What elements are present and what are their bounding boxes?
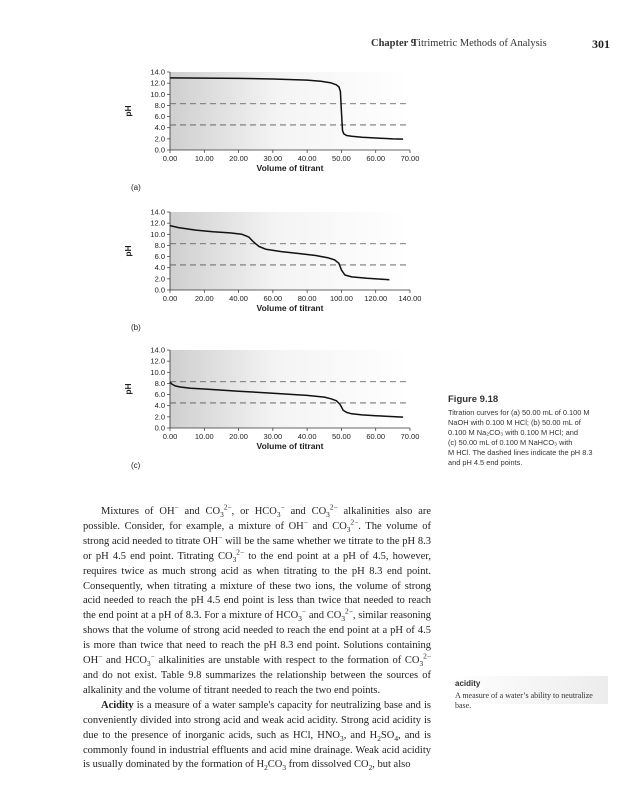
y-tick-label: 8.0 [154, 240, 165, 250]
y-tick-label: 10.0 [150, 367, 165, 377]
figure-label: Figure 9.18 [448, 394, 499, 405]
x-tick-label: 30.00 [263, 154, 283, 163]
y-tick-label: 6.0 [154, 112, 165, 122]
panel-label: (a) [131, 183, 141, 192]
y-tick-label: 14.0 [150, 345, 165, 355]
y-tick-label: 0.0 [154, 285, 165, 295]
running-header [0, 38, 640, 54]
x-tick-label: 30.00 [263, 432, 283, 441]
y-tick-label: 14.0 [150, 207, 165, 217]
x-tick-label: 10.00 [194, 432, 214, 441]
y-tick-label: 14.0 [150, 67, 165, 77]
y-tick-label: 4.0 [154, 263, 165, 273]
x-tick-label: 40.00 [229, 294, 248, 303]
x-tick-label: 60.00 [366, 154, 386, 163]
y-axis-label: pH [123, 105, 133, 117]
y-tick-label: 2.0 [154, 412, 165, 422]
x-tick-label: 20.00 [194, 294, 214, 303]
y-axis-label: pH [123, 245, 133, 257]
y-tick-label: 6.0 [154, 390, 165, 400]
page-number: 301 [592, 37, 610, 51]
x-axis-label: Volume of titrant [256, 441, 324, 451]
y-tick-label: 4.0 [154, 123, 165, 133]
key-term-acidity: Acidity [101, 699, 134, 711]
panel-label: (c) [131, 461, 141, 470]
y-tick-label: 0.0 [154, 145, 165, 155]
y-tick-label: 2.0 [154, 274, 165, 284]
paragraph-mixtures: Mixtures of OH− and $CO_3^{2-}$, or $HCO_3^-$ and $CO_3^{2-}$ alkalinities also are possible. Consider, for example, a mixture of OH− and $CO_3^{2-}$. The volume of strong acid needed to titrate OH− will be the same whether we titrate to the pH 8.3 or pH 4.5 end point. Titrating $CO_3^{2-}$ to the end point at a pH of 4.5, however, requires twice as much strong acid as when titrating to the pH 8.3 end point. Consequently, when titrating a mixture of these two ions, the volume of strong acid needed to reach the pH 4.5 end point is less than twice that needed to reach the end point at a pH of 8.3. For a mixture of $HCO_3^-$ and $CO_3^{2-}$, similar reasoning shows that the volume of strong acid needed to reach the end point at a pH of 4.5 is more than twice that need to reach the pH 8.3 end point. Solutions containing OH− and $HCO_3^-$ alkalinities are unstable with respect to the formation of $CO_3^{2-}$ and do not exist. Table 9.8 summarizes the relationship between the sources of alkalinity and the volume of titrant needed to reach the two end points. [83, 502, 432, 696]
figure-caption [448, 395, 628, 468]
x-tick-label: 50.00 [332, 154, 351, 163]
y-tick-label: 12.0 [150, 356, 165, 366]
y-tick-label: 12.0 [150, 78, 165, 88]
x-tick-label: 20.00 [229, 432, 248, 441]
y-tick-label: 0.0 [154, 423, 165, 433]
x-axis-label: Volume of titrant [256, 163, 324, 173]
chapter-label: Chapter 9 [371, 38, 417, 49]
y-tick-label: 6.0 [154, 252, 165, 262]
x-tick-label: 100.00 [329, 294, 353, 303]
x-tick-label: 50.00 [332, 432, 351, 441]
y-tick-label: 10.0 [150, 89, 165, 99]
caption-line: NaOH with 0.100 M HCl; (b) 50.00 mL of [448, 418, 581, 427]
caption-line: (c) 50.00 mL of 0.100 M NaHCO₃ with [448, 438, 573, 447]
body-text [83, 502, 432, 773]
x-tick-label: 60.00 [366, 432, 386, 441]
x-tick-label: 40.00 [297, 432, 317, 441]
x-tick-label: 0.00 [162, 154, 178, 163]
x-axis-label: Volume of titrant [256, 303, 324, 313]
paragraph-acidity: Acidity is a measure of a water sample's capacity for neutralizing base and is conveniently divided into strong acid and weak acid acidity. Strong acid acidity is due to the presence of inorganic acids, such as HCl, $HNO_3$, and $H_2SO_4$, and is commonly found in industrial effluents and acid mine drainage. Weak acid acidity is usually dominated by the formation of $H_2CO_3$ from dissolved $CO_2$, but also [83, 699, 431, 773]
y-tick-label: 8.0 [154, 100, 165, 110]
glossary-definition: A measure of a water’s ability to neutralize base. [455, 691, 593, 710]
titration-curve-b [0, 202, 440, 334]
titration-curve-a [0, 62, 440, 196]
y-axis-label: pH [123, 383, 133, 395]
caption-line: and pH 4.5 end points. [448, 458, 523, 467]
x-tick-label: 70.00 [400, 432, 420, 441]
y-tick-label: 2.0 [154, 134, 165, 144]
caption-line: M HCl. The dashed lines indicate the pH 8.3 [448, 448, 593, 457]
titration-curve-c [0, 340, 440, 474]
panel-label: (b) [131, 323, 141, 332]
chapter-title: Titrimetric Methods of Analysis [412, 38, 547, 49]
caption-line: Titration curves for (a) 50.00 mL of 0.100 M [448, 408, 590, 417]
x-tick-label: 60.00 [263, 294, 283, 303]
y-tick-label: 10.0 [150, 229, 165, 239]
y-tick-label: 8.0 [154, 378, 165, 388]
x-tick-label: 40.00 [297, 154, 317, 163]
x-tick-label: 20.00 [229, 154, 248, 163]
x-tick-label: 0.00 [162, 432, 178, 441]
caption-line: 0.100 M Na₂CO₃ with 0.100 M HCl; and [448, 428, 578, 437]
y-tick-label: 4.0 [154, 401, 165, 411]
x-tick-label: 120.00 [364, 294, 388, 303]
glossary-term: acidity [455, 679, 481, 688]
x-tick-label: 10.00 [194, 154, 214, 163]
x-tick-label: 70.00 [400, 154, 420, 163]
x-tick-label: 140.00 [398, 294, 422, 303]
y-tick-label: 12.0 [150, 218, 165, 228]
x-tick-label: 80.00 [297, 294, 317, 303]
x-tick-label: 0.00 [162, 294, 178, 303]
